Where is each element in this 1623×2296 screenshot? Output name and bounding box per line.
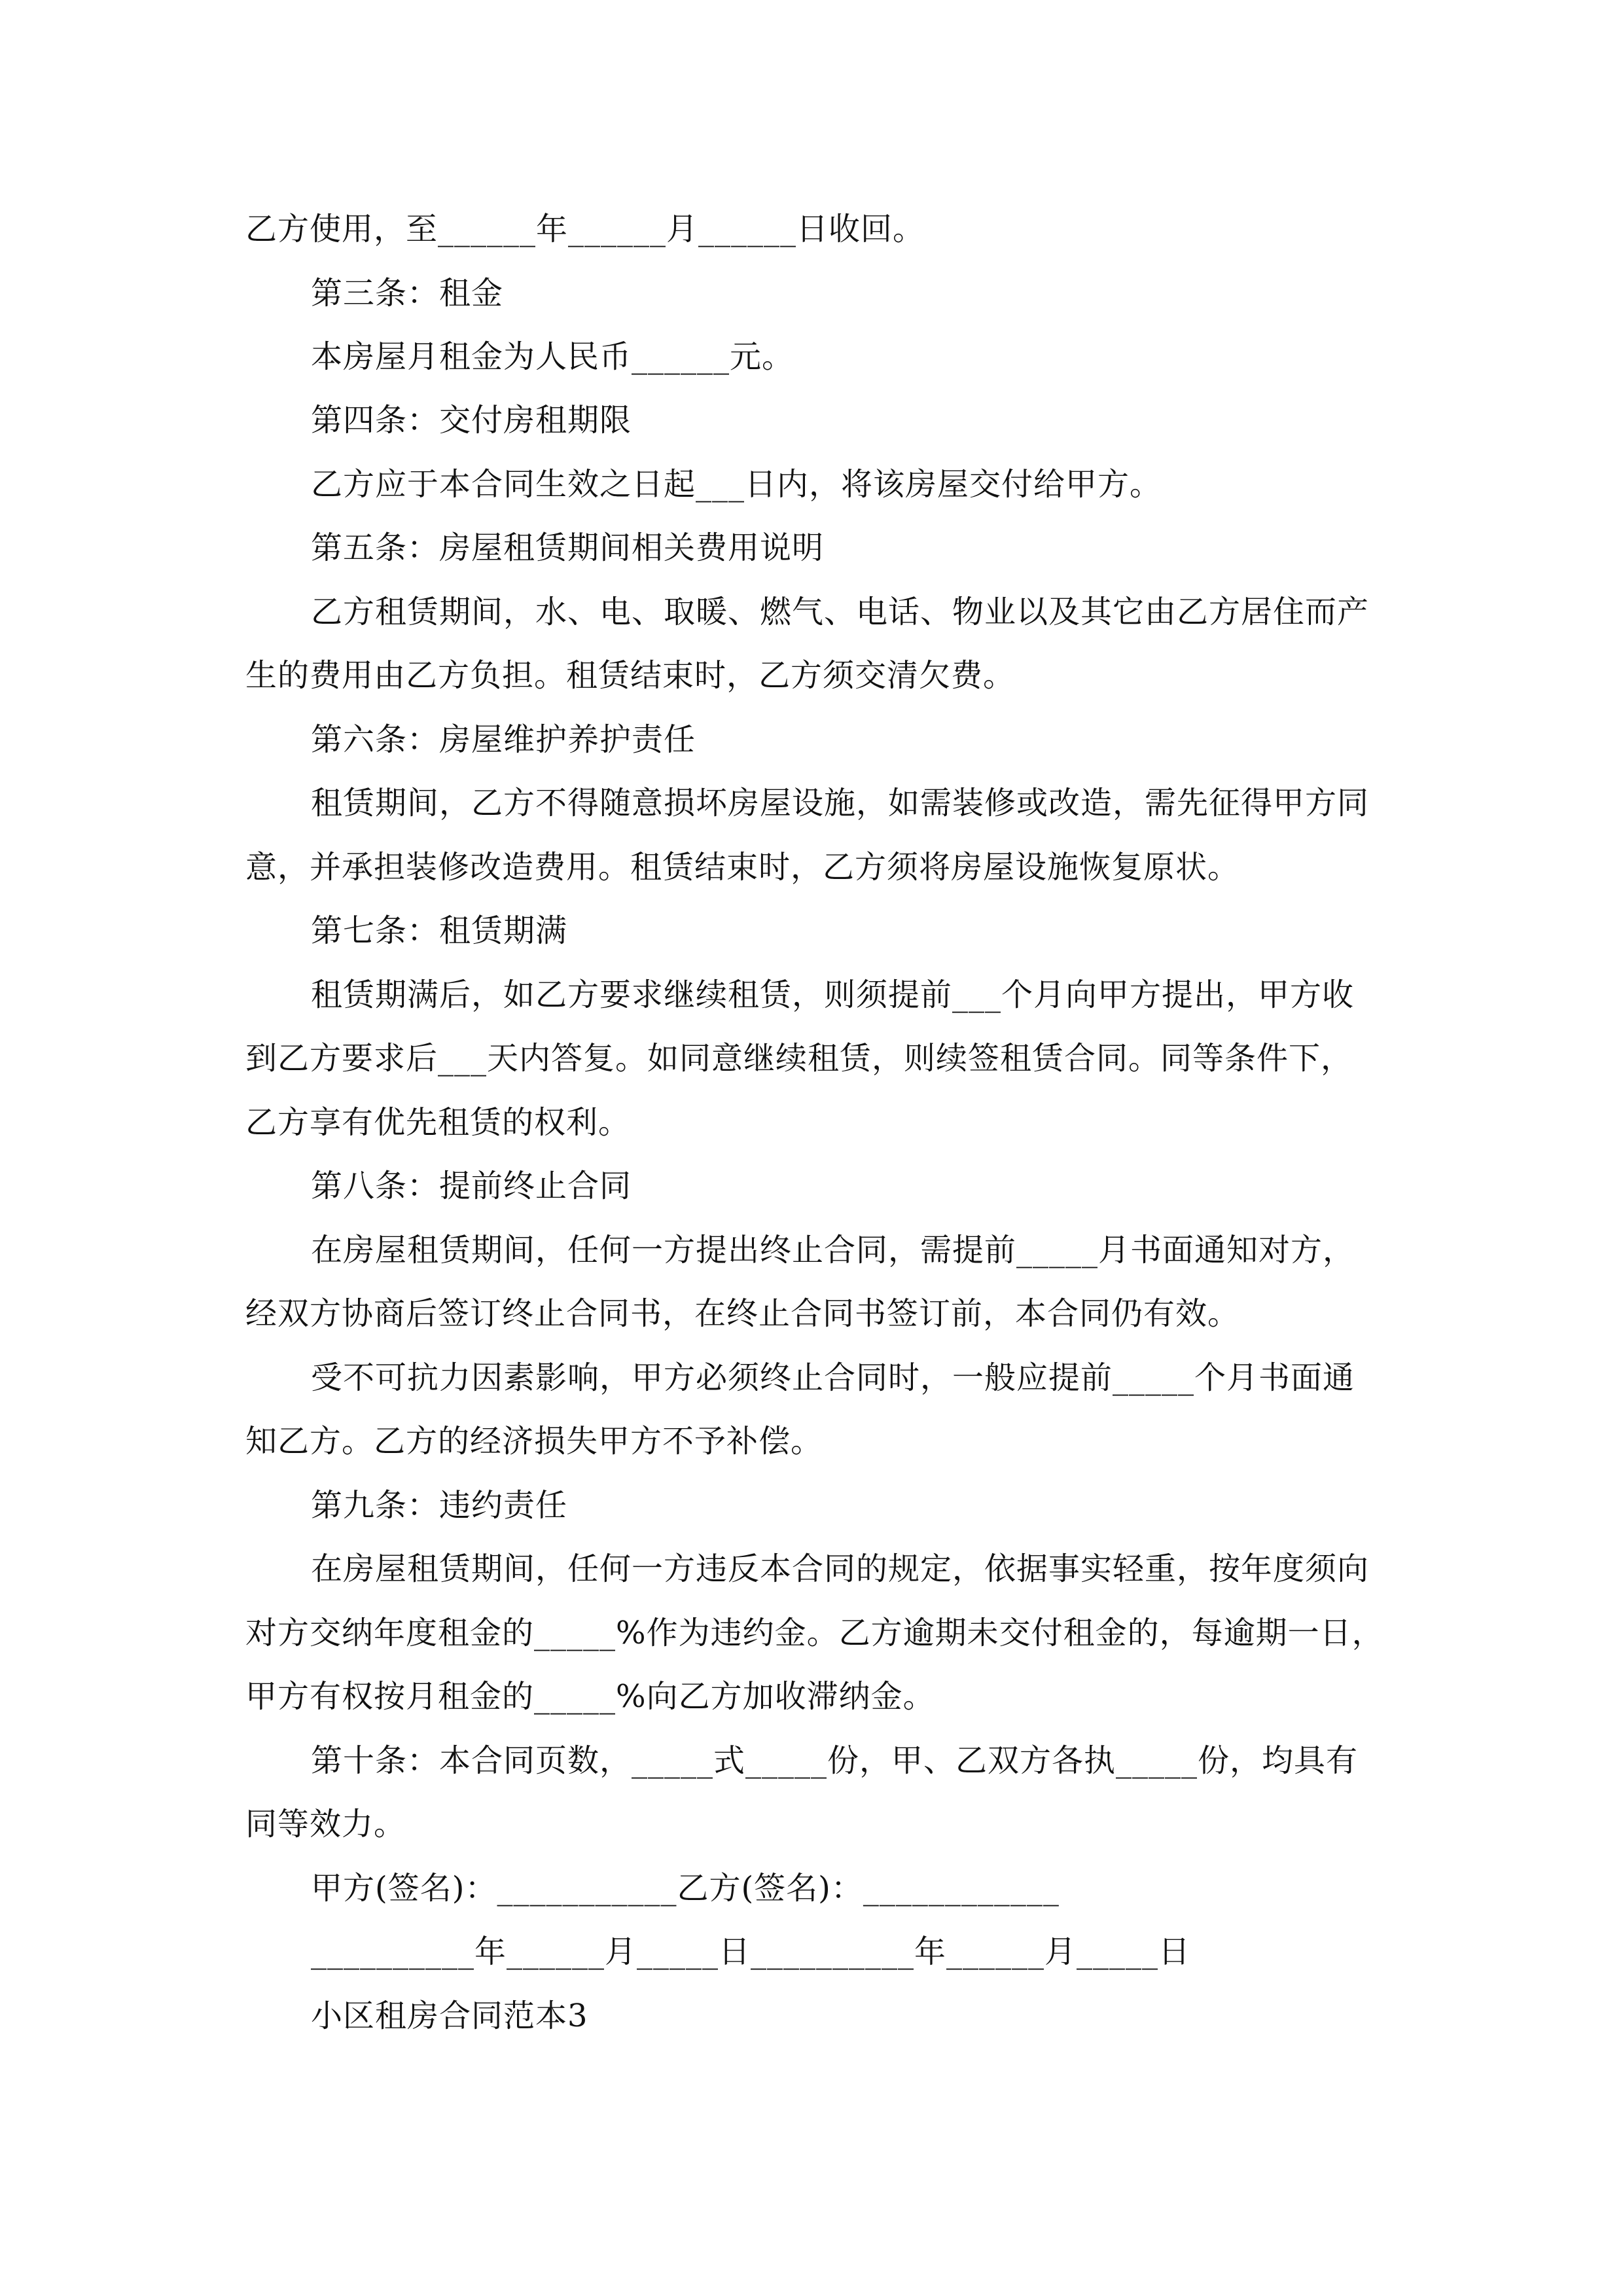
- clause-text-expiry-2: 到乙方要求后___天内答复。如同意继续租赁，则续签租赁合同。同等条件下，: [245, 1040, 1353, 1077]
- clause-heading-4: 第四条：交付房租期限: [311, 402, 632, 439]
- clause-heading-5: 第五条：房屋租赁期间相关费用说明: [311, 529, 825, 566]
- clause-text-termination-1: 在房屋租赁期间，任何一方提出终止合同，需提前_____月书面通知对方，: [311, 1232, 1355, 1268]
- clause-text-termination-2: 经双方协商后签订终止合同书，在终止合同书签订前，本合同仍有效。: [245, 1295, 1240, 1332]
- clause-heading-3: 第三条：租金: [311, 275, 504, 312]
- clause-heading-7: 第七条：租赁期满: [311, 912, 568, 949]
- clause-text-fees-1: 乙方租赁期间，水、电、取暖、燃气、电话、物业以及其它由乙方居住而产: [311, 594, 1370, 630]
- clause-text-copies-1: 第十条：本合同页数，_____式_____份，甲、乙双方各执_____份，均具有: [311, 1742, 1359, 1779]
- clause-text-breach-1: 在房屋租赁期间，任何一方违反本合同的规定，依据事实轻重，按年度须向: [311, 1551, 1370, 1587]
- clause-text-breach-2: 对方交纳年度租金的_____%作为违约金。乙方逾期未交付租金的，每逾期一日，: [245, 1615, 1384, 1651]
- clause-text-return-date: 乙方使用，至______年______月______日收回。: [245, 211, 925, 247]
- clause-text-expiry-3: 乙方享有优先租赁的权利。: [245, 1104, 631, 1141]
- clause-heading-8: 第八条：提前终止合同: [311, 1168, 632, 1204]
- signature-date-line: __________年______月_____日__________年______月_____日: [311, 1933, 1191, 1970]
- clause-text-maintenance-2: 意，并承担装修改造费用。租赁结束时，乙方须将房屋设施恢复原状。: [245, 849, 1240, 886]
- clause-heading-9: 第九条：违约责任: [311, 1487, 568, 1524]
- clause-text-breach-3: 甲方有权按月租金的_____%向乙方加收滞纳金。: [245, 1678, 935, 1715]
- next-section-title: 小区租房合同范本3: [311, 1998, 588, 2034]
- clause-text-force-majeure-2: 知乙方。乙方的经济损失甲方不予补偿。: [245, 1423, 823, 1460]
- clause-text-rent: 本房屋月租金为人民币______元。: [311, 338, 794, 375]
- clause-text-fees-2: 生的费用由乙方负担。租赁结束时，乙方须交清欠费。: [245, 657, 1016, 694]
- clause-text-maintenance-1: 租赁期间，乙方不得随意损坏房屋设施，如需装修或改造，需先征得甲方同: [311, 785, 1370, 821]
- clause-text-force-majeure-1: 受不可抗力因素影响，甲方必须终止合同时，一般应提前_____个月书面通: [311, 1359, 1355, 1396]
- signature-line: 甲方(签名)：___________乙方(签名)：____________: [311, 1870, 1060, 1907]
- clause-text-expiry-1: 租赁期满后，如乙方要求继续租赁，则须提前___个月向甲方提出，甲方收: [311, 977, 1355, 1013]
- clause-text-copies-2: 同等效力。: [245, 1806, 406, 1842]
- clause-text-payment-term: 乙方应于本合同生效之日起___日内，将该房屋交付给甲方。: [311, 466, 1162, 503]
- clause-heading-6: 第六条：房屋维护养护责任: [311, 721, 696, 758]
